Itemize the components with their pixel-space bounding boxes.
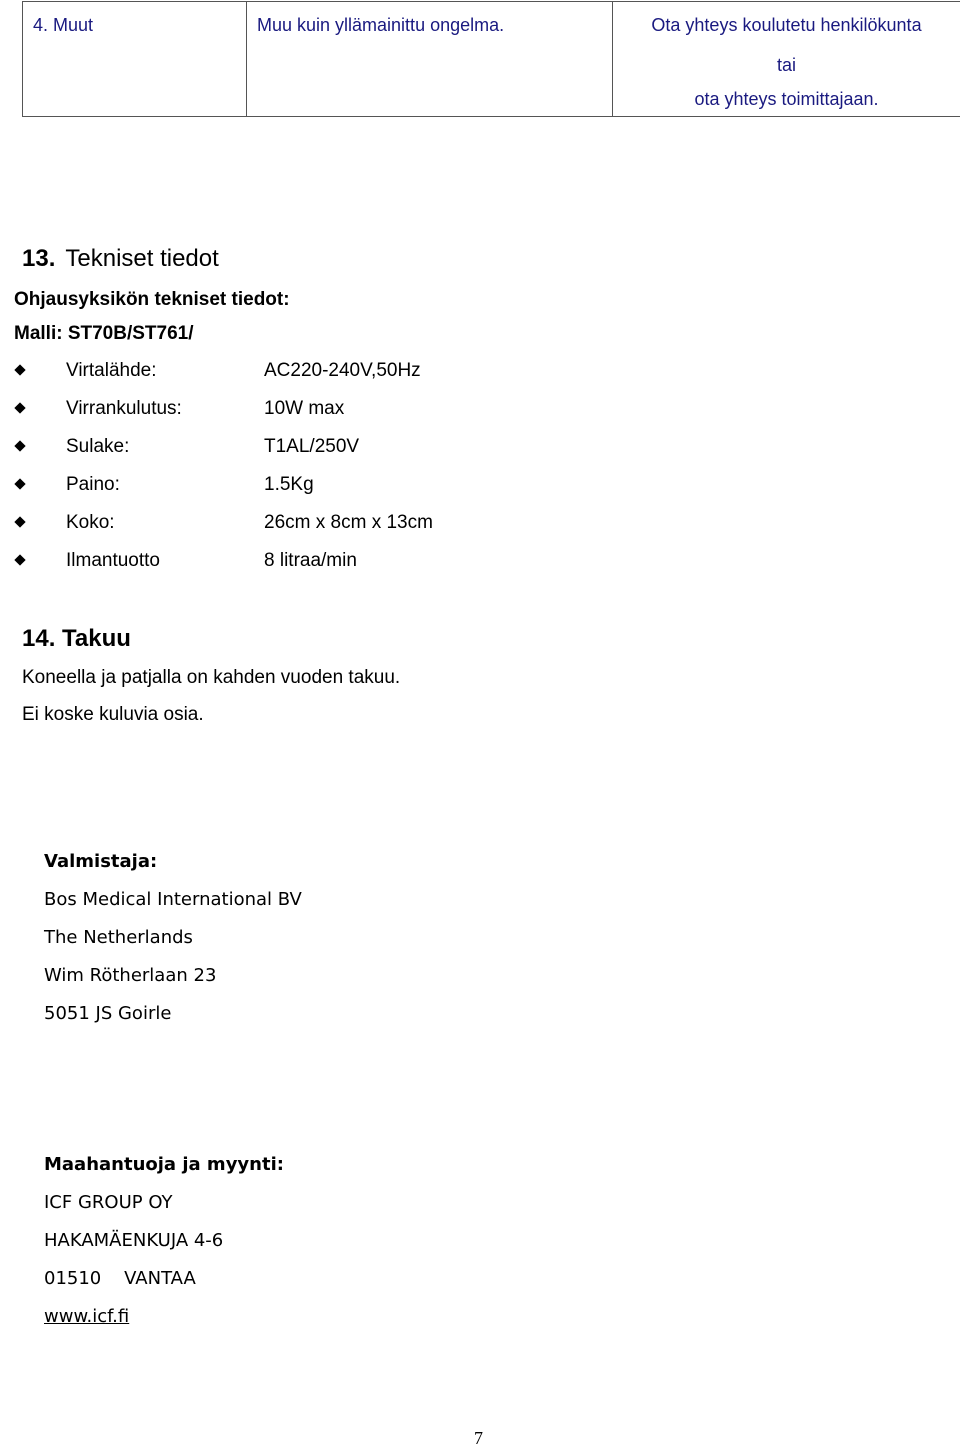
solution-line-1: Ota yhteys koulutetu henkilökunta [613,14,960,48]
diamond-bullet-icon [14,434,26,460]
manufacturer-name: Bos Medical International BV [44,888,302,912]
importer-website-link[interactable]: www.icf.fi [44,1305,129,1329]
importer-street: HAKAMÄENKUJA 4-6 [44,1229,223,1253]
table-cell-solution [613,2,960,117]
importer-name: ICF GROUP OY [44,1191,173,1215]
spec-label: Virrankulutus: [66,396,264,422]
diamond-bullet-icon [14,472,26,498]
spec-value: 8 litraa/min [264,548,357,574]
model-line: Malli: ST70B/ST761/ [14,322,194,346]
section-14-heading: 14. Takuu [22,624,131,654]
page-number: 7 [474,1428,483,1448]
section-13-number: 13. [22,245,55,272]
spec-value: T1AL/250V [264,434,359,460]
solution-line-2: tai [613,48,960,82]
spec-list [14,358,433,586]
trouble-number-label: 4. Muut [23,2,246,36]
importer-heading: Maahantuoja ja myynti: [44,1153,284,1177]
spec-label: Virtalähde: [66,358,264,384]
list-item [14,510,433,548]
control-unit-specs-heading: Ohjausyksikön tekniset tiedot: [14,288,290,312]
section-13-heading [22,244,219,274]
list-item [14,472,433,510]
spec-label: Paino: [66,472,264,498]
diamond-bullet-icon [14,510,26,536]
section-13-title: Tekniset tiedot [65,245,218,272]
diamond-bullet-icon [14,358,26,384]
spec-label: Sulake: [66,434,264,460]
trouble-problem-text: Muu kuin yllämainittu ongelma. [247,2,612,36]
solution-line-3: ota yhteys toimittajaan. [613,82,960,116]
importer-postal-city: 01510 VANTAA [44,1267,196,1291]
list-item [14,548,433,586]
table-cell-number [23,2,247,117]
spec-label: Ilmantuotto [66,548,264,574]
spec-value: AC220-240V,50Hz [264,358,421,384]
manufacturer-street: Wim Rötherlaan 23 [44,964,216,988]
manufacturer-country: The Netherlands [44,926,193,950]
list-item [14,434,433,472]
spec-value: 26cm x 8cm x 13cm [264,510,433,536]
trouble-solution [613,2,960,116]
diamond-bullet-icon [14,548,26,574]
troubleshooting-table [22,1,960,117]
spec-value: 1.5Kg [264,472,314,498]
spec-label: Koko: [66,510,264,536]
list-item [14,358,433,396]
list-item [14,396,433,434]
diamond-bullet-icon [14,396,26,422]
warranty-text: Koneella ja patjalla on kahden vuoden takuu. [22,666,400,690]
manufacturer-heading: Valmistaja: [44,850,157,874]
warranty-exclusion-text: Ei koske kuluvia osia. [22,703,204,727]
manufacturer-postal-city: 5051 JS Goirle [44,1002,171,1026]
spec-value: 10W max [264,396,344,422]
table-row [23,2,960,117]
table-cell-problem [247,2,613,117]
